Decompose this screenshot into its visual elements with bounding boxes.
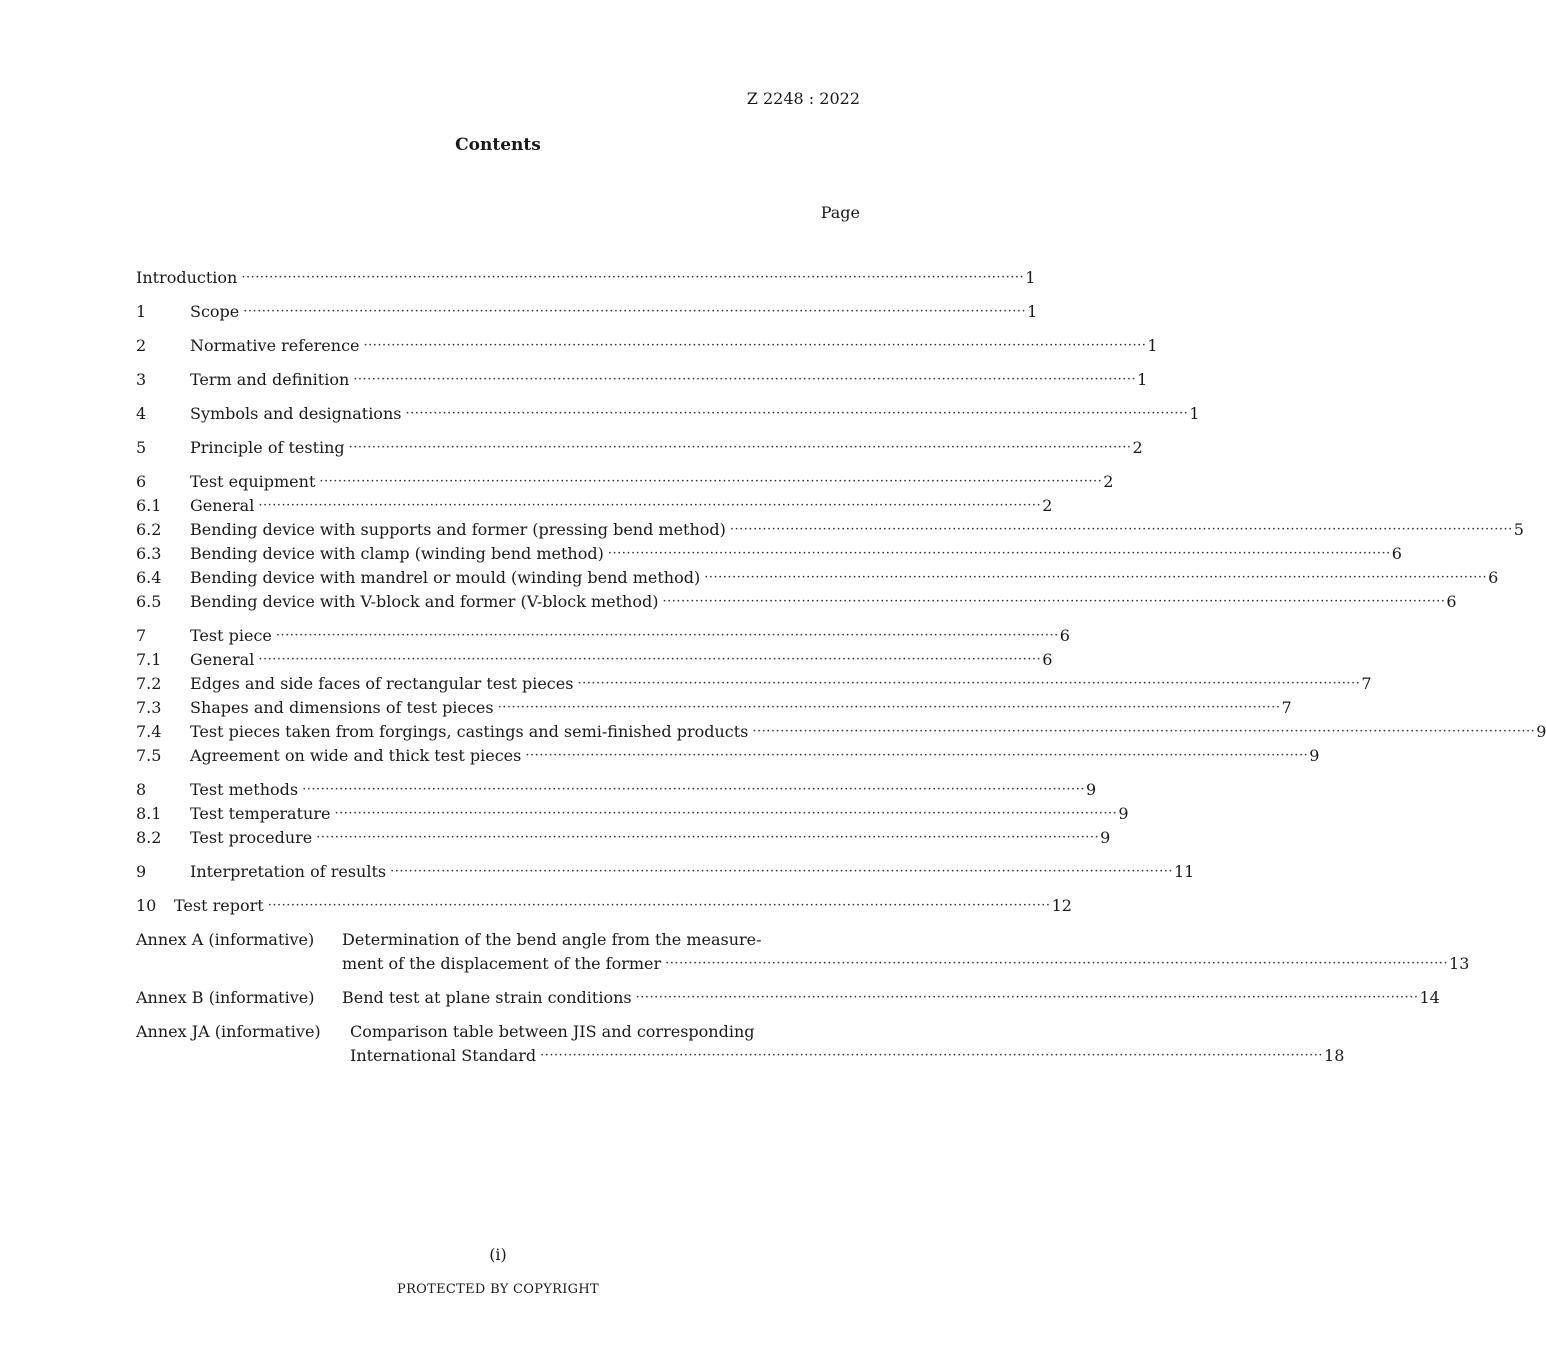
leader-dots: ········································································································································································· — [243, 304, 1027, 319]
page-column-label: Page — [820, 203, 860, 222]
toc-annex-a[interactable] — [136, 928, 1470, 976]
leader-dots: ········································································································································································· — [390, 864, 1173, 879]
annex-title-line: International Standard — [350, 1046, 537, 1065]
leader-dots: ········································································································································································· — [607, 546, 1391, 561]
toc-label: Normative reference — [190, 336, 360, 355]
leader-dots: ········································································································································································· — [497, 700, 1281, 715]
leader-dots: ········································································································································································· — [540, 1048, 1324, 1063]
toc-row-8-1[interactable] — [136, 802, 1129, 826]
page-title: Contents — [455, 135, 541, 155]
toc-number: 6.3 — [136, 544, 162, 563]
leader-dots: ········································································································································································· — [241, 270, 1025, 285]
toc-label: Scope — [190, 302, 240, 321]
toc-label: General — [190, 650, 255, 669]
toc-number: 7.2 — [136, 674, 162, 693]
toc-number: 8 — [136, 780, 147, 799]
annex-title-line: ment of the displacement of the former — [342, 954, 662, 973]
toc-number: 6.2 — [136, 520, 162, 539]
toc-label: Test equipment — [190, 472, 316, 491]
toc-page: 14 — [1419, 988, 1440, 1007]
document-id: Z 2248 : 2022 — [746, 89, 860, 108]
toc-page: 7 — [1361, 674, 1372, 693]
toc-number: 7.3 — [136, 698, 162, 717]
leader-dots: ········································································································································································· — [665, 956, 1449, 971]
toc-number: 7.1 — [136, 650, 162, 669]
toc-number: 1 — [136, 302, 147, 321]
toc-row-8-2[interactable] — [136, 826, 1111, 850]
toc-row-6[interactable] — [136, 470, 1114, 494]
toc-number: 7.4 — [136, 722, 162, 741]
leader-dots: ········································································································································································· — [729, 522, 1513, 537]
leader-dots: ········································································································································································· — [577, 676, 1361, 691]
toc-number: 10 — [136, 896, 157, 915]
toc-label: Bending device with V-block and former (V-block method) — [190, 592, 659, 611]
toc-label: General — [190, 496, 255, 515]
page-number: (i) — [489, 1245, 507, 1264]
toc-page: 13 — [1449, 954, 1470, 973]
toc-page: 2 — [1042, 496, 1053, 515]
toc-page: 1 — [1189, 404, 1200, 423]
annex-name: Annex JA (informative) — [136, 1022, 321, 1041]
leader-dots: ········································································································································································· — [662, 594, 1446, 609]
toc-row-introduction[interactable] — [136, 266, 1036, 290]
toc-page: 12 — [1051, 896, 1072, 915]
toc-annex-ja[interactable] — [136, 1020, 1345, 1068]
toc-row-1[interactable] — [136, 300, 1038, 324]
leader-dots: ········································································································································································· — [353, 372, 1137, 387]
toc-label: Bending device with mandrel or mould (winding bend method) — [190, 568, 701, 587]
toc-page: 9 — [1118, 804, 1129, 823]
toc-row-7-1[interactable] — [136, 648, 1053, 672]
toc-label: Principle of testing — [190, 438, 345, 457]
leader-dots: ········································································································································································· — [302, 782, 1085, 797]
toc-row-7-5[interactable] — [136, 744, 1320, 768]
toc-page: 6 — [1042, 650, 1053, 669]
toc-number: 7 — [136, 626, 147, 645]
leader-dots: ········································································································································································· — [348, 440, 1132, 455]
leader-dots: ········································································································································································· — [267, 898, 1051, 913]
leader-dots: ········································································································································································· — [258, 652, 1042, 667]
leader-dots: ········································································································································································· — [319, 474, 1103, 489]
toc-number: 4 — [136, 404, 147, 423]
toc-number: 8.1 — [136, 804, 162, 823]
toc-label: Bending device with supports and former (pressing bend method) — [190, 520, 726, 539]
toc-page: 5 — [1513, 520, 1524, 539]
toc-label: Test pieces taken from forgings, castings and semi-finished products — [190, 722, 749, 741]
toc-page: 6 — [1059, 626, 1070, 645]
toc-page: 1 — [1137, 370, 1148, 389]
leader-dots: ········································································································································································· — [258, 498, 1042, 513]
toc-row-2[interactable] — [136, 334, 1158, 358]
leader-dots: ········································································································································································· — [334, 806, 1118, 821]
toc-annex-b[interactable] — [136, 986, 1440, 1010]
toc-label: Test piece — [190, 626, 272, 645]
toc-number: 7.5 — [136, 746, 162, 765]
toc-number: 5 — [136, 438, 147, 457]
toc-row-6-1[interactable] — [136, 494, 1053, 518]
toc-label: Introduction — [136, 268, 238, 287]
toc-page: 1 — [1027, 302, 1038, 321]
table-of-contents — [136, 266, 1546, 1068]
toc-page: 9 — [1536, 722, 1546, 741]
leader-dots: ········································································································································································· — [405, 406, 1189, 421]
toc-label: Test procedure — [190, 828, 313, 847]
toc-page: 11 — [1173, 862, 1195, 881]
toc-label: Agreement on wide and thick test pieces — [190, 746, 522, 765]
toc-row-4[interactable] — [136, 402, 1200, 426]
leader-dots: ········································································································································································· — [635, 990, 1419, 1005]
annex-title-line: Determination of the bend angle from the measure- — [342, 930, 762, 949]
toc-page: 6 — [1446, 592, 1457, 611]
toc-page: 18 — [1324, 1046, 1345, 1065]
toc-row-6-4[interactable] — [136, 566, 1499, 590]
toc-row-9[interactable] — [136, 860, 1195, 884]
toc-row-7-3[interactable] — [136, 696, 1292, 720]
toc-row-5[interactable] — [136, 436, 1143, 460]
annex-name: Annex A (informative) — [136, 930, 315, 949]
toc-label: Test temperature — [190, 804, 331, 823]
toc-page: 6 — [1391, 544, 1402, 563]
leader-dots: ········································································································································································· — [752, 724, 1536, 739]
toc-row-6-3[interactable] — [136, 542, 1402, 566]
toc-row-6-2[interactable] — [136, 518, 1524, 542]
toc-row-10[interactable] — [136, 894, 1072, 918]
toc-number: 6.5 — [136, 592, 162, 611]
leader-dots: ········································································································································································· — [704, 570, 1488, 585]
toc-page: 1 — [1147, 336, 1158, 355]
leader-dots: ········································································································································································· — [525, 748, 1309, 763]
toc-page: 9 — [1085, 780, 1097, 799]
annex-title-line: Comparison table between JIS and corresponding — [350, 1022, 755, 1041]
toc-label: Symbols and designations — [190, 404, 402, 423]
toc-page: 9 — [1309, 746, 1320, 765]
toc-label: Test report — [174, 896, 264, 915]
toc-number: 9 — [136, 862, 147, 881]
toc-row-3[interactable] — [136, 368, 1148, 392]
copyright-notice: PROTECTED BY COPYRIGHT — [397, 1282, 599, 1297]
toc-label: Edges and side faces of rectangular test pieces — [190, 674, 574, 693]
toc-page: 2 — [1103, 472, 1114, 491]
toc-row-7[interactable] — [136, 624, 1070, 648]
toc-number: 8.2 — [136, 828, 162, 847]
toc-number: 6 — [136, 472, 147, 491]
toc-row-7-4[interactable] — [136, 720, 1546, 744]
leader-dots: ········································································································································································· — [316, 830, 1100, 845]
toc-page: 7 — [1281, 698, 1292, 717]
toc-page: 2 — [1132, 438, 1143, 457]
toc-row-7-2[interactable] — [136, 672, 1372, 696]
toc-label: Term and definition — [190, 370, 350, 389]
toc-label: Bending device with clamp (winding bend method) — [190, 544, 604, 563]
toc-label: Shapes and dimensions of test pieces — [190, 698, 494, 717]
toc-page: 1 — [1025, 268, 1036, 287]
leader-dots: ········································································································································································· — [275, 628, 1059, 643]
toc-page: 6 — [1488, 568, 1499, 587]
toc-number: 3 — [136, 370, 147, 389]
toc-row-8[interactable] — [136, 778, 1097, 802]
toc-label: Test methods — [190, 780, 299, 799]
toc-page: 9 — [1100, 828, 1111, 847]
toc-label: Interpretation of results — [190, 862, 387, 881]
toc-row-6-5[interactable] — [136, 590, 1457, 614]
toc-number: 2 — [136, 336, 147, 355]
toc-number: 6.4 — [136, 568, 162, 587]
annex-title-line: Bend test at plane strain conditions — [342, 988, 632, 1007]
annex-name: Annex B (informative) — [136, 988, 315, 1007]
toc-number: 6.1 — [136, 496, 162, 515]
leader-dots: ········································································································································································· — [363, 338, 1147, 353]
